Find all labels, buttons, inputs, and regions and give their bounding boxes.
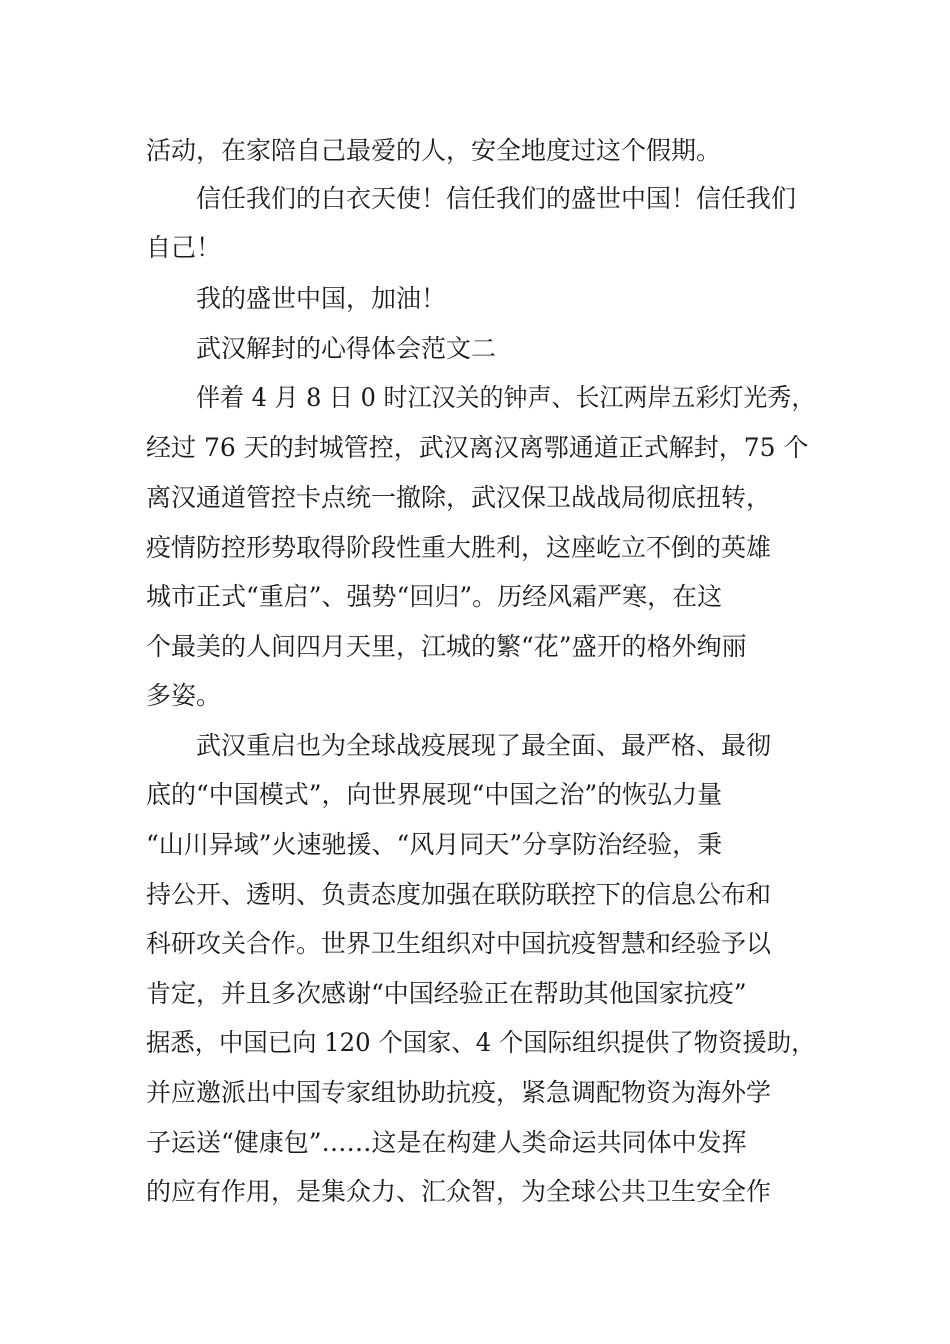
text-line: 据悉，中国已向 120 个国家、4 个国际组织提供了物资援助， (146, 1028, 816, 1057)
text-line: 肯定，并且多次感谢“中国经验正在帮助其他国家抗疫” (146, 979, 747, 1008)
text-line: 多姿。 (146, 681, 222, 710)
text-line: 疫情防控形势取得阶段性重大胜利，这座屹立不倒的英雄 (146, 533, 772, 562)
text-line: 自己！ (146, 233, 222, 262)
text-line: 我的盛世中国，加油！ (196, 284, 447, 313)
section-heading: 武汉解封的心得体会范文二 (196, 334, 497, 363)
text-line: 并应邀派出中国专家组协助抗疫，紧急调配物资为海外学 (146, 1078, 772, 1107)
text-line: 科研攻关合作。世界卫生组织对中国抗疫智慧和经验予以 (146, 929, 772, 958)
text-line: 的应有作用，是集众力、汇众智，为全球公共卫生安全作 (146, 1177, 772, 1206)
text-line: 武汉重启也为全球战疫展现了最全面、最严格、最彻 (196, 731, 772, 760)
text-line: 活动，在家陪自己最爱的人，安全地度过这个假期。 (146, 136, 722, 165)
text-line: 信任我们的白衣天使！信任我们的盛世中国！信任我们 (196, 184, 797, 213)
text-line: 伴着 4 月 8 日 0 时江汉关的钟声、长江两岸五彩灯光秀， (196, 383, 816, 412)
text-line: 底的“中国模式”，向世界展现“中国之治”的恢弘力量 (146, 780, 723, 809)
text-line: 离汉通道管控卡点统一撤除，武汉保卫战战局彻底扭转， (146, 483, 772, 512)
text-line: 个最美的人间四月天里，江城的繁“花”盛开的格外绚丽 (146, 632, 747, 661)
text-line: 持公开、透明、负责态度加强在联防联控下的信息公布和 (146, 880, 772, 909)
text-line: “山川异域”火速驰援、“风月同天”分享防治经验，秉 (146, 830, 723, 859)
text-line: 城市正式“重启”、强势“回归”。历经风霜严寒，在这 (146, 582, 723, 611)
text-line: 经过 76 天的封城管控，武汉离汉离鄂通道正式解封，75 个 (146, 433, 809, 462)
text-line: 子运送“健康包”……这是在构建人类命运共同体中发挥 (146, 1128, 747, 1157)
